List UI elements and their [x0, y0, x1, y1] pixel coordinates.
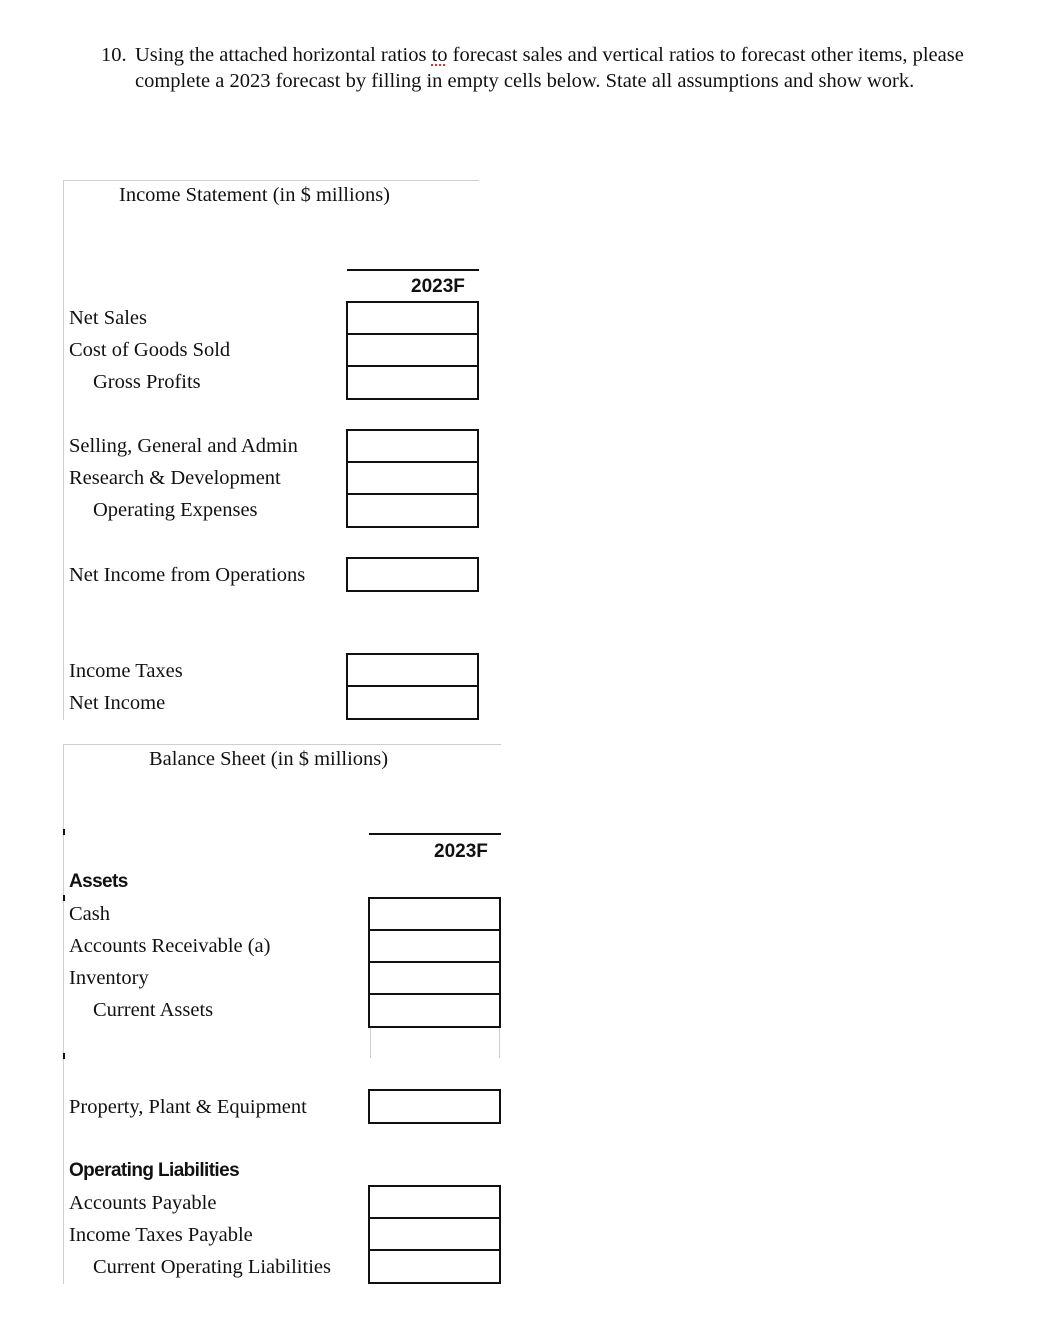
rnd-label: Research & Development [69, 467, 281, 489]
question-text: Using the attached horizontal ratios to forecast sales and vertical ratios to forecast other items, please complete a 2023 forecast by filling in empty cells below. State all assumptions and show work. [135, 44, 964, 92]
ppe-cell[interactable] [368, 1089, 501, 1124]
current-assets-cell[interactable] [368, 993, 501, 1028]
accounts-receivable-label: Accounts Receivable (a) [69, 935, 271, 957]
is-left-border [63, 180, 64, 720]
operating-liabilities-heading: Operating Liabilities [69, 1160, 240, 1181]
current-operating-liabilities-cell[interactable] [368, 1249, 501, 1284]
income-statement-title: Income Statement (in $ millions) [119, 184, 391, 206]
bs-tick [63, 829, 65, 835]
net-income-cell[interactable] [346, 685, 479, 720]
income-taxes-cell[interactable] [346, 653, 479, 688]
is-column-header: 2023F [411, 276, 465, 297]
cash-cell[interactable] [368, 897, 501, 932]
spellcheck-word: to [431, 44, 448, 66]
current-assets-label: Current Assets [93, 999, 214, 1021]
bs-tick [63, 1053, 65, 1059]
bs-left-border [63, 744, 64, 1284]
question-number: 10. [101, 44, 127, 66]
income-taxes-label: Income Taxes [69, 660, 183, 682]
inventory-label: Inventory [69, 967, 149, 989]
accounts-payable-label: Accounts Payable [69, 1192, 217, 1214]
cogs-label: Cost of Goods Sold [69, 339, 231, 361]
rnd-cell[interactable] [346, 461, 479, 496]
bs-tick [63, 895, 65, 901]
net-sales-cell[interactable] [346, 301, 479, 336]
gross-profits-cell[interactable] [346, 365, 479, 400]
cell-gridline [499, 1028, 500, 1058]
sga-label: Selling, General and Admin [69, 435, 298, 457]
bs-column-header: 2023F [434, 841, 488, 862]
assets-heading: Assets [69, 871, 128, 892]
current-operating-liabilities-label: Current Operating Liabilities [93, 1256, 331, 1278]
accounts-receivable-cell[interactable] [368, 929, 501, 964]
is-top-border [63, 180, 479, 181]
income-taxes-payable-cell[interactable] [368, 1217, 501, 1252]
net-income-label: Net Income [69, 692, 166, 714]
cell-gridline [370, 1028, 371, 1058]
cash-label: Cash [69, 903, 110, 925]
sga-cell[interactable] [346, 429, 479, 464]
cogs-cell[interactable] [346, 333, 479, 368]
accounts-payable-cell[interactable] [368, 1185, 501, 1220]
bs-header-rule [369, 833, 501, 835]
ppe-label: Property, Plant & Equipment [69, 1096, 307, 1118]
is-header-rule [347, 269, 479, 271]
gross-profits-label: Gross Profits [93, 371, 201, 393]
net-sales-label: Net Sales [69, 307, 147, 329]
net-income-operations-cell[interactable] [346, 557, 479, 592]
operating-expenses-cell[interactable] [346, 493, 479, 528]
operating-expenses-label: Operating Expenses [93, 499, 258, 521]
balance-sheet-title: Balance Sheet (in $ millions) [149, 748, 389, 770]
inventory-cell[interactable] [368, 961, 501, 996]
net-income-operations-label: Net Income from Operations [69, 564, 306, 586]
income-taxes-payable-label: Income Taxes Payable [69, 1224, 253, 1246]
bs-top-border [63, 744, 501, 745]
